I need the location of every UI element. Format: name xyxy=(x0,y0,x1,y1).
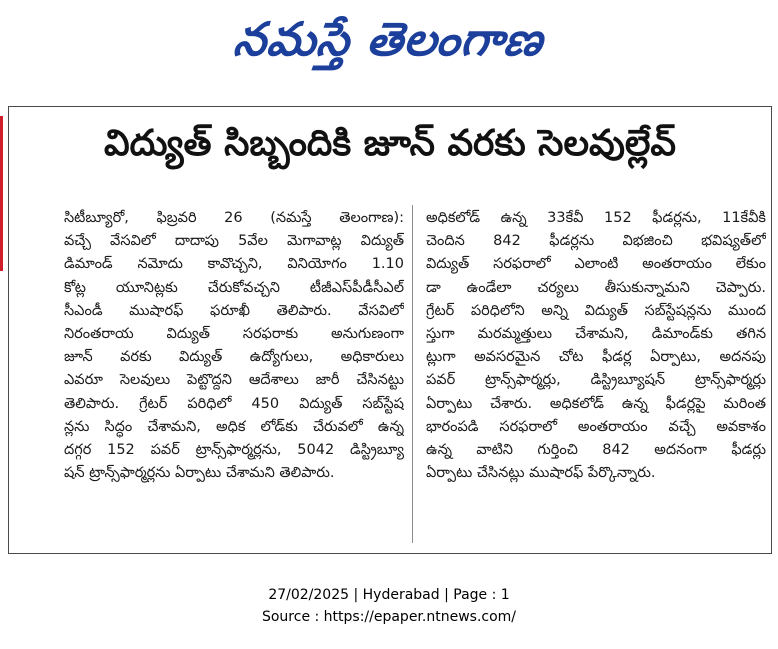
article-line: సిటీబ్యూరో, ఫిబ్రవరి 26 (నమస్తే తెలంగాణ): xyxy=(64,210,404,226)
article-line: దగ్గర 152 పవర్ ట్రాన్స్‌ఫార్మర్లను, 5042 డిస్ట్రిబ్యూ xyxy=(64,441,404,458)
article-line: అధికలోడ్ ఉన్న 33కేవీ 152 ఫీడర్లను, 11కేవీకి xyxy=(426,210,766,226)
article-line: చెందిన 842 ఫీడర్లను విభజించి భవిష్యత్‌లో xyxy=(426,233,766,250)
article-line: గ్రేటర్ పరిధిలోని అన్ని విద్యుత్ సబ్‌స్టేషన్లను ముంద xyxy=(426,302,766,319)
news-clipping xyxy=(8,106,772,554)
article-headline: విద్యుత్ సిబ్బందికి జూన్ వరకు సెలవుల్లేవ్ xyxy=(103,123,677,164)
article-line: వచ్చే వేసవిలో దాదాపు 5వేల మెగావాట్ల విద్యుత్ xyxy=(64,233,404,250)
article-line: ఏర్పాటు చేసినట్లు ముషారఫ్ పేర్కొన్నారు. xyxy=(426,465,656,482)
article-line: స్తుగా మరమ్మత్తులు చేశామని, డిమాండ్‌కు తగిన xyxy=(426,325,766,342)
article-line: న్లను సిద్ధం చేశామని, అధిక లోడ్‌కు చేరువలో ఉన్న xyxy=(64,418,404,435)
article-line: తెలిపారు. గ్రేటర్ పరిధిలో 450 విద్యుత్ సబ్‌స్టేష xyxy=(64,395,404,412)
newspaper-logo: నమస్తే తెలంగాణ xyxy=(231,12,547,66)
clip-edge-marker xyxy=(0,116,3,271)
article-line: షన్ ట్రాన్స్‌ఫార్మర్లను ఏర్పాటు చేశామని తెలిపారు. xyxy=(64,465,335,482)
article-line: భారంపడి సరఫరాలో అంతరాయం వచ్చే అవకాశం xyxy=(426,418,766,435)
article-line: జూన్ వరకు విద్యుత్ ఉద్యోగులు, అధికారులు xyxy=(64,349,404,366)
article-line: ఉన్న వాటిని గుర్తించి 842 అదనంగా ఫీడర్లు xyxy=(426,441,766,458)
article-line: ట్లుగా అవసరమైన చోట ఫీడర్ల ఏర్పాటు, అదనపు xyxy=(426,349,766,366)
article-column-right xyxy=(426,207,766,485)
footer-source-link[interactable]: Source : https://epaper.ntnews.com/ xyxy=(261,609,517,625)
article-line: ఏర్పాటు చేశారు. అధికలోడ్ ఉన్న ఫీడర్లపై మరింత xyxy=(426,395,766,412)
article-line: విద్యుత్ సరఫరాలో ఎలాంటి అంతరాయం లేకుం xyxy=(426,256,766,273)
footer-dateline: 27/02/2025 | Hyderabad | Page : 1 xyxy=(268,587,510,603)
article-line: ఎవరూ సెలవులు పెట్టొద్దని ఆదేశాలు జారీ చేసినట్టు xyxy=(64,372,404,389)
page-footer xyxy=(0,584,778,628)
article-line: సీఎండీ ముషారఫ్ ఫరూఖీ తెలిపారు. వేసవిలో xyxy=(64,302,404,319)
article-line: కోట్ల యూనిట్లకు చేరుకోవచ్చని టీజీఎస్‌పీడీసీఎల్ xyxy=(64,279,404,296)
article-line: డిమాండ్ నమోదు కావొచ్చని, వినియోగం 1.10 xyxy=(64,256,404,273)
article-line: డా ఉండేలా చర్యలు తీసుకున్నామని చెప్పారు. xyxy=(426,279,766,296)
article-column-left xyxy=(64,207,404,485)
article-line: పవర్ ట్రాన్స్‌ఫార్మర్లు, డిస్ట్రిబ్యూషన్ ట్రాన్స్‌ఫార్మర్లు xyxy=(426,372,766,389)
masthead xyxy=(0,0,778,82)
article-line: నిరంతరాయ విద్యుత్ సరఫరాకు అనుగుణంగా xyxy=(64,325,404,342)
column-divider xyxy=(412,205,413,543)
